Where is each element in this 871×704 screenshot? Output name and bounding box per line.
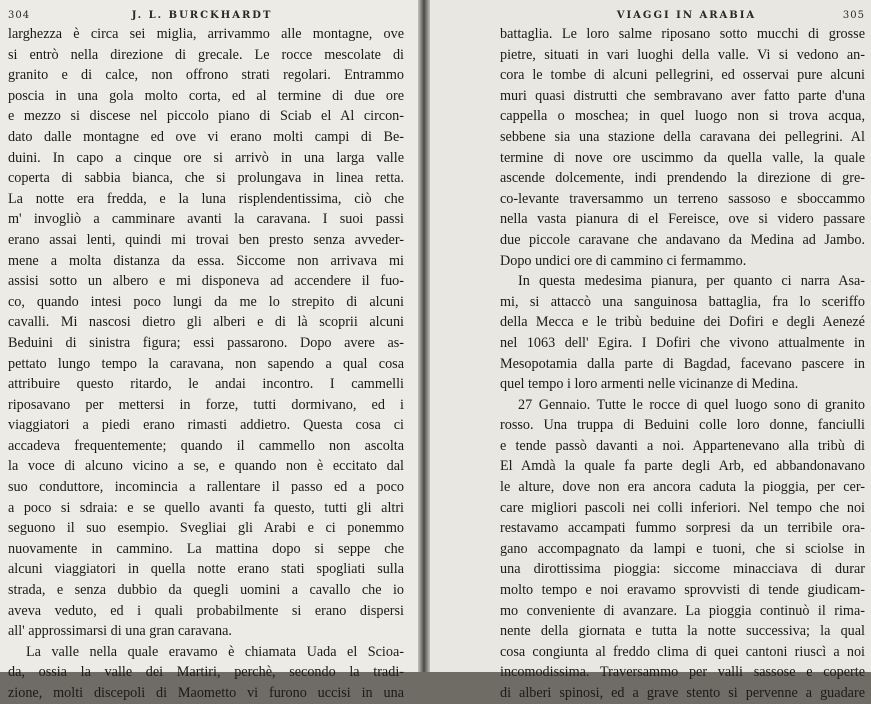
text-line: una dirottissima pioggia: siccome minacciava di durar: [500, 561, 865, 578]
text-line: cappella o moschea; in quel luogo non si trova acqua,: [500, 108, 865, 125]
text-line: a poco si sdraia: e se quello avanti fa questo, tutti gli altri: [8, 499, 404, 516]
text-line: care migliori pascoli nei colli inferiori. Nel tempo che noi: [500, 499, 865, 516]
text-line: cosa congiunta al freddo clima di quei cantoni riuscì a noi: [500, 643, 865, 660]
text-line: sebbene sia una stazione della caravana dei pellegrini. Al: [500, 128, 865, 145]
text-line: dato dalle montagne ed ove vi erano molti campi di Be-: [8, 128, 404, 145]
text-line: della Mecca e le tribù beduine dei Dofiri e degli Aenezé: [500, 314, 865, 331]
text-line: restavamo accampati fummo sorpresi da un terribile ora-: [500, 520, 865, 537]
text-line: nente della giornata e tutta la notte successiva; la qual: [500, 623, 865, 640]
text-line: zione, molti discepoli di Maometto vi furono uccisi in una: [8, 685, 404, 701]
text-line: La valle nella quale eravamo è chiamata Uada el Scioa-: [26, 643, 404, 660]
right-page: [430, 0, 871, 701]
text-line: molto tempo e noi eravamo sprovvisti di tende giudicam-: [500, 582, 865, 599]
text-line: mene a molta distanza da essa. Siccome non arrivava mi: [8, 252, 404, 269]
text-line: nel 1063 dell' Egira. I Dofiri che vivono attualmente in: [500, 334, 865, 351]
text-line: Mesopotamia dalla parte di Bagdad, facevano pascere in: [500, 355, 865, 372]
text-line: seguono il suo esempio. Svegliai gli Arabi e ci ponemmo: [8, 520, 404, 537]
text-line: erano assai lenti, quindi mi trovai ben presto senza avveder-: [8, 231, 404, 248]
left-running-head: J. L. BURCKHARDT: [131, 10, 273, 21]
text-line: aveva veduto, ed i quali probabilmente si erano dispersi: [8, 602, 404, 619]
right-page-number: 305: [842, 10, 865, 21]
text-line: co, quando intesi poco lungi da me lo strepito di alcuni: [8, 293, 404, 310]
left-page-body: [8, 24, 404, 704]
text-line: riposavano per mettersi in forze, tutti dormivano, ed i: [8, 396, 404, 413]
text-line: da, ossia la valle dei Martiri, perchè, secondo la tradi-: [8, 664, 404, 681]
text-line: strada, e senza dubbio da quegli uomini a cavallo che io: [8, 582, 404, 599]
right-page-header: [500, 8, 865, 24]
text-line: El Amdà la quale fa parte degli Arb, ed abbandonavano: [500, 458, 865, 475]
text-line: granito e di calce, non offrono strati regolari. Entrammo: [8, 67, 404, 84]
text-line: nuovamente in cammino. La mattina dopo si seppe che: [8, 540, 404, 557]
text-line: 27 Gennaio. Tutte le rocce di quel luogo sono di granito: [518, 396, 865, 413]
text-line: suo conduttore, incomincia a rallentare il passo ed a poco: [8, 479, 404, 496]
text-line: duini. In capo a cinque ore si arrivò in una larga valle: [8, 149, 404, 166]
text-line: Dopo undici ore di cammino ci fermammo.: [500, 252, 747, 269]
text-line: le alture, dove non era ancora caduta la pioggia, per cer-: [500, 479, 865, 496]
text-line: attribuire questo ritardo, le andai incontro. I cammelli: [8, 376, 404, 393]
text-line: e tende passò davanti a noi. Appartenevano alla tribù di: [500, 437, 865, 454]
text-line: assisi sotto un albero e mi disponeva ad accendere il fuo-: [8, 273, 404, 290]
text-line: cora le tombe di alcuni pellegrini, ed osservai pure alcuni: [500, 67, 865, 84]
text-line: mi, si attaccò una sanguinosa battaglia, fra lo sceriffo: [500, 293, 865, 310]
text-line: battaglia. Le loro salme riposano sotto mucchi di grosse: [500, 26, 865, 42]
left-page-header: [8, 8, 404, 24]
text-line: si entrò nella direzione di grecale. Le rocce mescolate di: [8, 46, 404, 63]
text-line: muri quasi distrutti che sembravano aver fatto parte d'una: [500, 87, 865, 104]
text-line: mo conveniente di avanzare. La pioggia continuò il rima-: [500, 602, 865, 619]
text-line: e mezzo si discese nel piccolo piano di Sciab el Al circon-: [8, 108, 404, 125]
text-line: cavalli. Mi nascosi dietro gli alberi e di là scoprii alcuni: [8, 314, 404, 331]
text-line: due piccole caravane che andavano da Medina ad Jambo.: [500, 231, 865, 248]
text-line: pietre, situati in vari luoghi della valle. Vi si vedono an-: [500, 46, 865, 63]
book-gutter: [418, 0, 430, 672]
text-line: accadeva frequentemente; quando il cammello non ascolta: [8, 437, 404, 454]
text-line: co-levante traversammo un terreno sassoso e sboccammo: [500, 190, 865, 207]
text-line: quel tempo i loro armenti nelle vicinanze di Medina.: [500, 376, 799, 393]
text-line: La notte era fredda, e la luna risplendentissima, ciò che: [8, 190, 404, 207]
text-line: viaggiatori a piedi erano rimasti addietro. Questa cosa ci: [8, 417, 404, 434]
text-line: In questa medesima pianura, per quanto ci narra Asa-: [518, 273, 865, 290]
text-line: incomodissima. Traversammo per valli sassose e coperte: [500, 664, 865, 681]
text-line: rosso. Una truppa di Beduini colle loro donne, fanciulli: [500, 417, 865, 434]
text-line: Beduini di sinistra figura; essi passarono. Dopo avere as-: [8, 334, 404, 351]
text-line: alcuni viaggiatori in quella notte erano stati spogliati sulla: [8, 561, 404, 578]
right-page-body: [500, 24, 865, 704]
text-line: nella vasta pianura di el Fereisce, ove si videro passare: [500, 211, 865, 228]
text-line: m' invogliò a camminare avanti la caravana. I suoi passi: [8, 211, 404, 228]
text-line: coperta di sabbia bianca, che si prolungava in linea retta.: [8, 170, 404, 187]
text-line: pettato lungo tempo la caravana, non sapendo a qual cosa: [8, 355, 404, 372]
text-line: all' approssimarsi di una gran caravana.: [8, 623, 232, 640]
text-line: di alberi spinosi, ed a grave stento si pervenne a guadare: [500, 685, 865, 701]
text-line: termine di nove ore uscimmo da quella valle, la quale: [500, 149, 865, 166]
text-line: larghezza è circa sei miglia, arrivammo alle montagne, ove: [8, 26, 404, 42]
right-running-head: VIAGGI IN ARABIA: [616, 10, 757, 21]
left-page-number: 304: [8, 10, 31, 21]
left-page: [0, 0, 418, 701]
text-line: poscia in una gola molto corta, ed al termine di due ore: [8, 87, 404, 104]
text-line: ascende dolcemente, indi prendendo la direzione di gre-: [500, 170, 865, 187]
text-line: la voce di alcuno vicino a se, e quando non è eccitato dal: [8, 458, 404, 475]
text-line: gano accompagnato da lampi e tuoni, che si sciolse in: [500, 540, 865, 557]
